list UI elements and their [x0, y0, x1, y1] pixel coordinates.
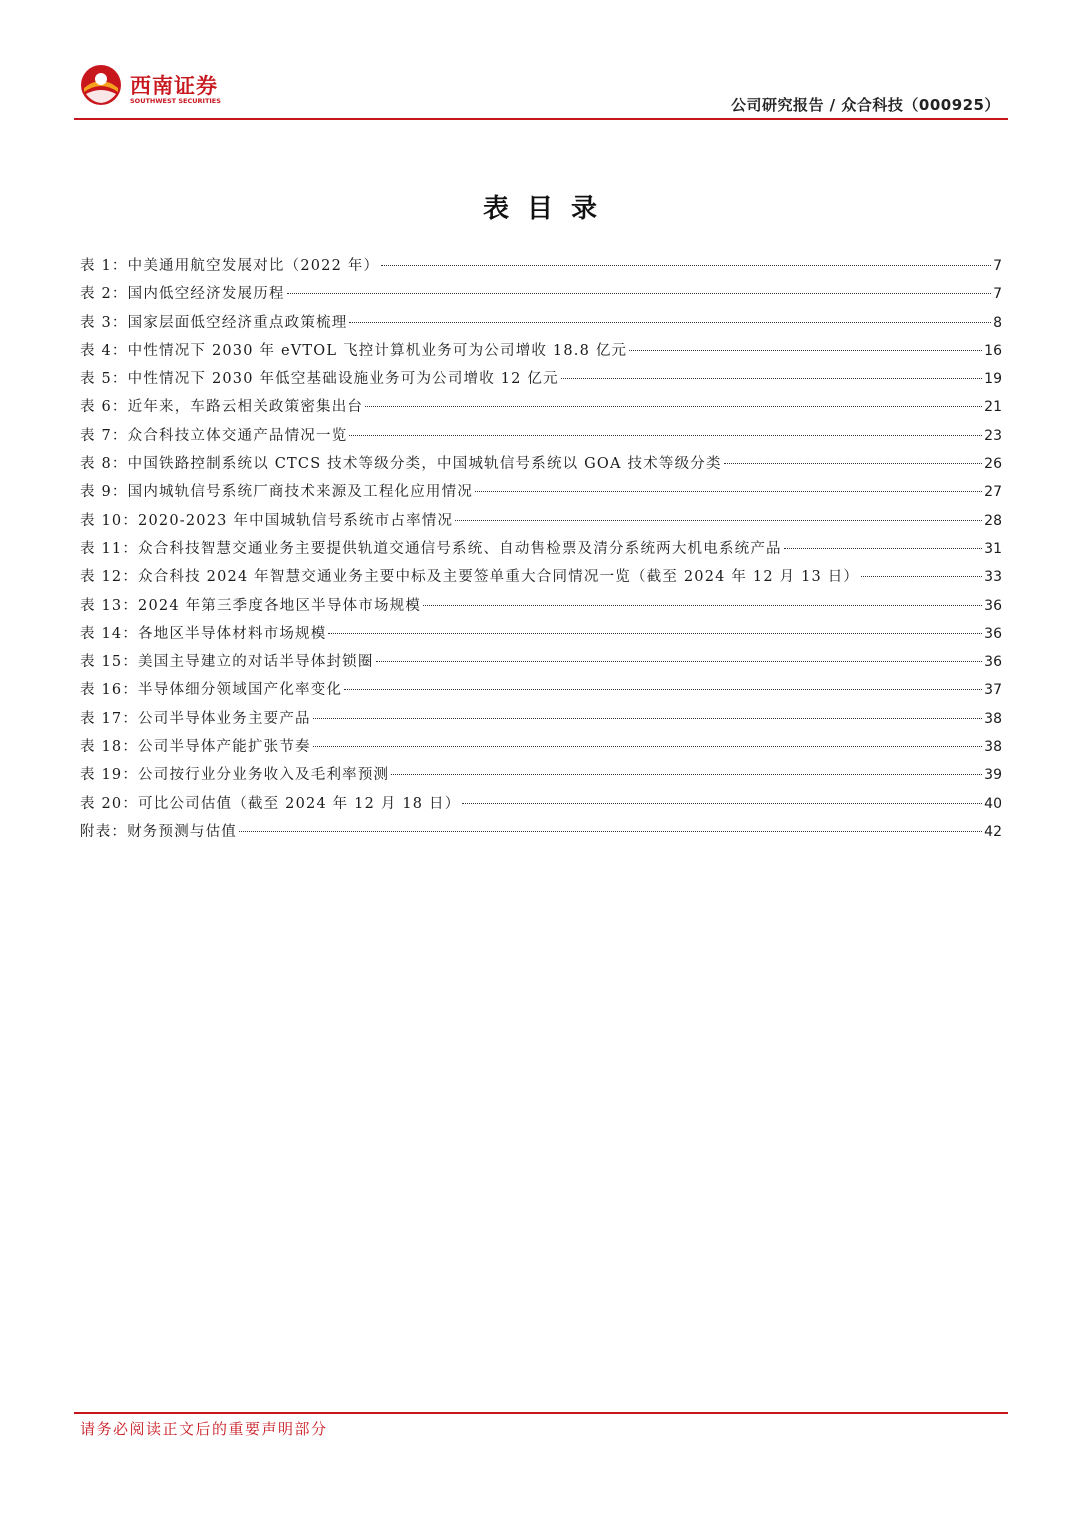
toc-entry-page-number: 21: [984, 399, 1002, 416]
toc-dot-leader: [423, 605, 982, 606]
toc-dot-leader: [381, 265, 991, 266]
toc-entry-page-number: 31: [984, 540, 1002, 557]
toc-dot-leader: [455, 520, 982, 521]
toc-entry-title: 附表：财务预测与估值: [80, 823, 237, 840]
toc-entry-title: 表 16：半导体细分领域国产化率变化: [80, 682, 343, 699]
toc-entry-title: 表 2：国内低空经济发展历程: [80, 286, 285, 303]
toc-entry-page-number: 19: [984, 371, 1002, 388]
toc-entry-page-number: 36: [984, 654, 1002, 671]
toc-dot-leader: [391, 774, 982, 775]
toc-dot-leader: [861, 576, 982, 577]
toc-entry-page-number: 40: [984, 795, 1002, 812]
toc-entry-title: 表 12：众合科技 2024 年智慧交通业务主要中标及主要签单重大合同情况一览（截至 2024 年 12 月 13 日）: [80, 569, 860, 586]
toc-entry[interactable]: [80, 365, 1002, 393]
toc-entry-page-number: 7: [993, 286, 1002, 303]
page-header: [0, 0, 1080, 120]
logo-emblem-icon: [80, 64, 122, 106]
toc-dot-leader: [462, 803, 982, 804]
toc-entry[interactable]: [80, 563, 1002, 591]
toc-entry-title: 表 10：2020-2023 年中国城轨信号系统市占率情况: [80, 512, 454, 529]
toc-dot-leader: [629, 350, 982, 351]
toc-entry-title: 表 3：国家层面低空经济重点政策梳理: [80, 314, 348, 331]
toc-entry-page-number: 36: [984, 597, 1002, 614]
toc-entry-title: 表 14：各地区半导体材料市场规模: [80, 625, 327, 642]
toc-entry[interactable]: [80, 733, 1002, 761]
toc-entry[interactable]: [80, 818, 1002, 846]
toc-dot-leader: [475, 491, 982, 492]
toc-entry-title: 表 19：公司按行业分业务收入及毛利率预测: [80, 767, 390, 784]
toc-entry-page-number: 38: [984, 739, 1002, 756]
toc-entry-title: 表 1：中美通用航空发展对比（2022 年）: [80, 258, 380, 274]
toc-entry-page-number: 37: [984, 682, 1002, 699]
toc-entry-page-number: 26: [984, 456, 1002, 473]
toc-entry[interactable]: [80, 535, 1002, 563]
toc-dot-leader: [313, 746, 982, 747]
toc-entry-page-number: 38: [984, 710, 1002, 727]
logo-chinese-name: 西南证券: [130, 73, 218, 98]
toc-entry-title: 表 5：中性情况下 2030 年低空基础设施业务可为公司增收 12 亿元: [80, 371, 559, 388]
toc-entry-title: 表 11：众合科技智慧交通业务主要提供轨道交通信号系统、自动售检票及清分系统两大机电系统产品: [80, 540, 782, 557]
toc-dot-leader: [344, 689, 982, 690]
toc-entry-title: 表 17：公司半导体业务主要产品: [80, 710, 311, 727]
toc-entry[interactable]: [80, 309, 1002, 337]
toc-entry-page-number: 42: [984, 823, 1002, 840]
toc-entry-title: 表 9：国内城轨信号系统厂商技术来源及工程化应用情况: [80, 484, 474, 501]
toc-entry-page-number: 16: [984, 342, 1002, 359]
toc-entry[interactable]: [80, 705, 1002, 733]
toc-entry-title: 表 15：美国主导建立的对话半导体封锁圈: [80, 654, 374, 671]
toc-entry[interactable]: [80, 507, 1002, 535]
toc-entry[interactable]: [80, 478, 1002, 506]
toc-entry[interactable]: [80, 450, 1002, 478]
toc-entry[interactable]: [80, 790, 1002, 818]
toc-entry[interactable]: [80, 761, 1002, 789]
toc-entry-page-number: 33: [984, 569, 1002, 586]
toc-entry[interactable]: [80, 422, 1002, 450]
toc-entry[interactable]: [80, 676, 1002, 704]
toc-entry-title: 表 20：可比公司估值（截至 2024 年 12 月 18 日）: [80, 795, 461, 812]
toc-entry-page-number: 7: [993, 258, 1002, 274]
toc-dot-leader: [561, 378, 982, 379]
logo-english-name: SOUTHWEST SECURITIES: [130, 97, 221, 105]
toc-dot-leader: [287, 293, 991, 294]
toc-dot-leader: [239, 831, 982, 832]
toc-entry[interactable]: [80, 252, 1002, 280]
toc-entry-title: 表 6：近年来，车路云相关政策密集出台: [80, 399, 364, 416]
toc-entry[interactable]: [80, 592, 1002, 620]
toc-entry[interactable]: [80, 280, 1002, 308]
toc-dot-leader: [349, 322, 991, 323]
toc-dot-leader: [724, 463, 982, 464]
toc-title: 表目录: [482, 194, 615, 224]
report-title: 公司研究报告 / 众合科技（000925）: [730, 96, 1000, 114]
toc-entry-title: 表 8：中国铁路控制系统以 CTCS 技术等级分类，中国城轨信号系统以 GOA 技术等级分类: [80, 456, 722, 473]
toc-entry-page-number: 28: [984, 512, 1002, 529]
toc-entry[interactable]: [80, 337, 1002, 365]
toc-entry[interactable]: [80, 393, 1002, 421]
toc-dot-leader: [328, 633, 982, 634]
toc-entry-page-number: 27: [984, 484, 1002, 501]
footer-disclaimer: 请务必阅读正文后的重要声明部分: [80, 1420, 328, 1438]
company-logo: [80, 64, 230, 112]
toc-entry-title: 表 7：众合科技立体交通产品情况一览: [80, 427, 348, 444]
toc-dot-leader: [349, 435, 982, 436]
footer-divider: [74, 1412, 1008, 1414]
table-of-tables: [80, 252, 1002, 846]
toc-entry-page-number: 39: [984, 767, 1002, 784]
toc-dot-leader: [376, 661, 983, 662]
toc-entry-title: 表 4：中性情况下 2030 年 eVTOL 飞控计算机业务可为公司增收 18.8 亿元: [80, 342, 628, 359]
toc-entry-title: 表 18：公司半导体产能扩张节奏: [80, 739, 311, 756]
toc-dot-leader: [313, 718, 982, 719]
toc-entry[interactable]: [80, 648, 1002, 676]
toc-entry-page-number: 23: [984, 427, 1002, 444]
toc-entry-title: 表 13：2024 年第三季度各地区半导体市场规模: [80, 597, 422, 614]
toc-entry[interactable]: [80, 620, 1002, 648]
header-divider: [74, 118, 1008, 120]
toc-entry-page-number: 8: [993, 314, 1002, 331]
toc-dot-leader: [365, 406, 982, 407]
toc-entry-page-number: 36: [984, 625, 1002, 642]
toc-dot-leader: [784, 548, 982, 549]
